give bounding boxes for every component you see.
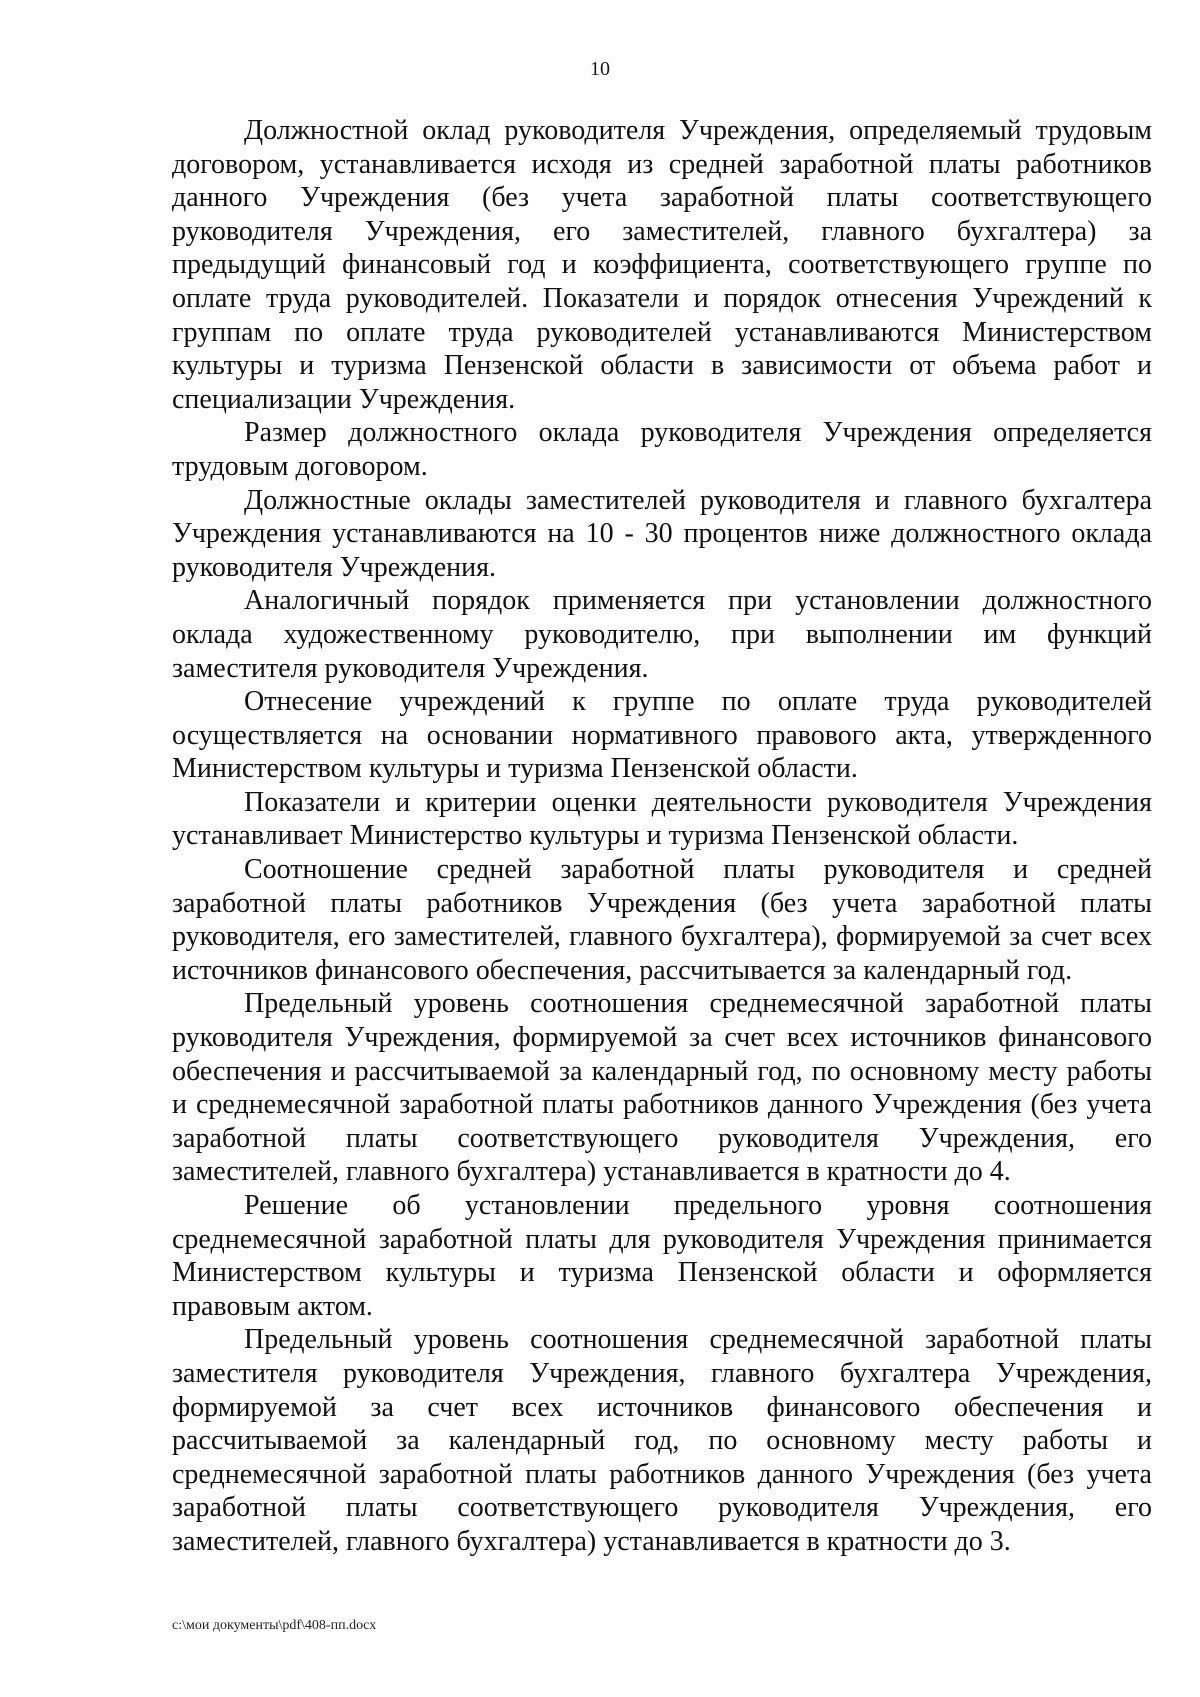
footer-file-path: c:\мои документы\pdf\408-пп.docx (172, 1618, 377, 1633)
paragraph-head-ratio-limit: Предельный уровень соотношения среднемесячной заработной платы руководителя Учреждения, формируемой за счет всех источников финансового обеспечения и рассчитываемой за календарный год, по основному месту работы и среднемесячной заработной платы работников данного Учреждения (без учета заработной платы соответствующего руководителя Учреждения, его заместителей, главного бухгалтера) устанавливается в кратности до 4. (172, 988, 1152, 1188)
paragraph-deputy-ratio-limit: Предельный уровень соотношения среднемесячной заработной платы заместителя руководителя Учреждения, главного бухгалтера Учреждения, формируемой за счет всех источников финансового обеспечения и рассчитываемой за календарный год, по основному месту работы и среднемесячной заработной платы работников данного Учреждения (без учета заработной платы соответствующего руководителя Учреждения, его заместителей, главного бухгалтера) устанавливается в кратности до 3. (172, 1324, 1152, 1557)
paragraph-salary-size: Размер должностного оклада руководителя Учреждения определяется трудовым договором. (172, 417, 1152, 482)
paragraph-head-salary: Должностной оклад руководителя Учреждения, определяемый трудовым договором, устанавливается исходя из средней заработной платы работников данного Учреждения (без учета заработной платы соответствующего руководителя Учреждения, его заместителей, главного бухгалтера) за предыдущий финансовый год и коэффициента, соответствующего группе по оплате труда руководителей. Показатели и порядок отнесения Учреждений к группам по оплате труда руководителей устанавливаются Министерством культуры и туризма Пензенской области в зависимости от объема работ и специализации Учреждения. (172, 115, 1152, 415)
paragraph-group-assignment: Отнесение учреждений к группе по оплате труда руководителей осуществляется на основании нормативного правового акта, утвержденного Министерством культуры и туризма Пензенской области. (172, 686, 1152, 785)
document-body (172, 114, 1152, 1559)
paragraph-salary-ratio: Соотношение средней заработной платы руководителя и средней заработной платы работников Учреждения (без учета заработной платы руководителя, его заместителей, главного бухгалтера), формируемой за счет всех источников финансового обеспечения, рассчитывается за календарный год. (172, 854, 1152, 986)
page-number: 10 (590, 58, 610, 80)
paragraph-performance-criteria: Показатели и критерии оценки деятельности руководителя Учреждения устанавливает Министерство культуры и туризма Пензенской области. (172, 786, 1152, 852)
paragraph-ratio-decision: Решение об установлении предельного уровня соотношения среднемесячной заработной платы для руководителя Учреждения принимается Министерством культуры и туризма Пензенской области и оформляется правовым актом. (172, 1190, 1152, 1322)
paragraph-artistic-director: Аналогичный порядок применяется при установлении должностного оклада художественному руководителю, при выполнении им функций заместителя руководителя Учреждения. (172, 585, 1152, 684)
paragraph-deputy-salaries: Должностные оклады заместителей руководителя и главного бухгалтера Учреждения устанавливаются на 10 - 30 процентов ниже должностного оклада руководителя Учреждения. (172, 484, 1152, 583)
